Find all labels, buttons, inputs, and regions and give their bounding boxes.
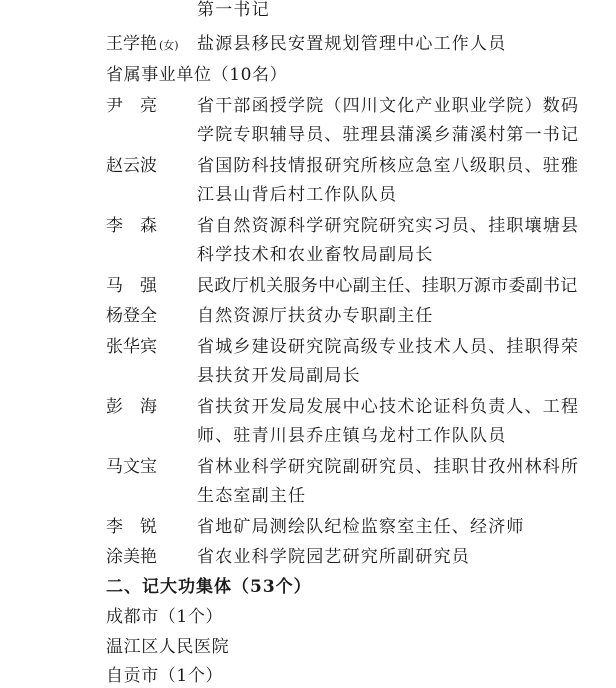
person-description-cont: 县扶贫开发局副局长 bbox=[197, 366, 361, 386]
section-provincial-heading: 省属事业单位（10名） bbox=[106, 65, 288, 85]
person-description-cont: 学院专职辅导员、驻理县蒲溪乡蒲溪村第一书记 bbox=[197, 125, 580, 145]
person-name: 李森 bbox=[106, 216, 174, 236]
person-description: 盐源县移民安置规划管理中心工作人员 bbox=[197, 34, 507, 54]
continuation-text: 第一书记 bbox=[197, 0, 270, 20]
person-description-cont: 生态室副主任 bbox=[197, 486, 307, 506]
gender-note: (女) bbox=[159, 39, 179, 52]
city-heading: 成都市（1个） bbox=[106, 607, 224, 627]
person-name: 彭海 bbox=[106, 397, 174, 417]
person-description: 省城乡建设研究院高级专业技术人员、挂职得荣 bbox=[197, 337, 580, 357]
person-name-text: 王学艳 bbox=[106, 34, 157, 54]
person-name: 杨登全 bbox=[106, 306, 157, 326]
person-description: 省地矿局测绘队纪检监察室主任、经济师 bbox=[197, 517, 525, 537]
person-description: 省干部函授学院（四川文化产业职业学院）数码 bbox=[197, 96, 580, 116]
section-collective-heading: 二、记大功集体（53个） bbox=[106, 577, 312, 597]
person-name: 马强 bbox=[106, 276, 174, 296]
person-description: 自然资源厅扶贫办专职副主任 bbox=[197, 306, 434, 326]
collective-unit: 温江区人民医院 bbox=[106, 637, 230, 657]
person-description: 民政厅机关服务中心副主任、挂职万源市委副书记 bbox=[197, 276, 578, 296]
person-name: 马文宝 bbox=[106, 457, 157, 477]
person-description-cont: 师、驻青川县乔庄镇乌龙村工作队队员 bbox=[197, 426, 507, 446]
person-description: 省农业科学院园艺研究所副研究员 bbox=[197, 547, 470, 567]
city-heading: 自贡市（1个） bbox=[106, 666, 224, 686]
person-description: 省国防科技情报研究所核应急室八级职员、驻雅 bbox=[197, 156, 580, 176]
person-name: 张华宾 bbox=[106, 337, 157, 357]
person-name: 尹亮 bbox=[106, 96, 174, 116]
person-description-cont: 江县山背后村工作队队员 bbox=[197, 185, 398, 205]
person-name: 涂美艳 bbox=[106, 547, 157, 567]
person-description: 省扶贫开发局发展中心技术论证科负责人、工程 bbox=[197, 397, 580, 417]
person-name: 李锐 bbox=[106, 517, 174, 537]
person-description: 省自然资源科学研究院研究实习员、挂职壤塘县 bbox=[197, 216, 580, 236]
person-name: 赵云波 bbox=[106, 156, 157, 176]
person-name bbox=[106, 33, 179, 57]
person-description-cont: 科学技术和农业畜牧局副局长 bbox=[197, 245, 434, 265]
person-description: 省林业科学研究院副研究员、挂职甘孜州林科所 bbox=[197, 457, 580, 477]
